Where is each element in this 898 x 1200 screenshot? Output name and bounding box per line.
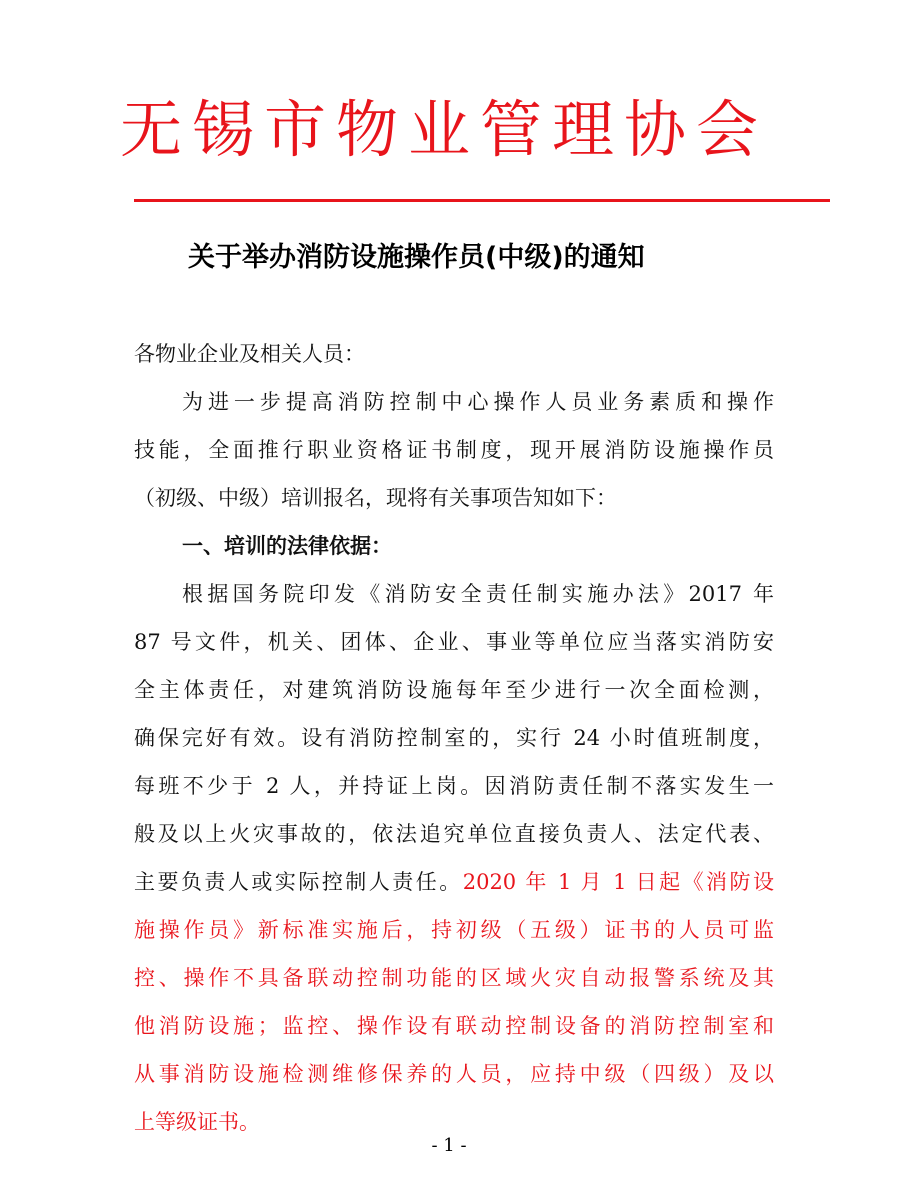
highlighted-line: 施操作员》新标准实施后，持初级（五级）证书的人员可监 bbox=[134, 918, 774, 942]
letterhead-red-rule bbox=[134, 199, 830, 202]
body-line: 根据国务院印发《消防安全责任制实施办法》2017 年 bbox=[182, 582, 774, 606]
highlighted-line: 控、操作不具备联动控制功能的区域火灾自动报警系统及其 bbox=[134, 966, 774, 990]
body-line: 每班不少于 2 人，并持证上岗。因消防责任制不落实发生一 bbox=[134, 774, 774, 798]
mixed-line-black-text: 主要负责人或实际控制人责任。 bbox=[134, 870, 463, 894]
intro-line: （初级、中级）培训报名，现将有关事项告知如下： bbox=[134, 486, 617, 510]
body-line: 全主体责任，对建筑消防设施每年至少进行一次全面检测， bbox=[134, 678, 774, 702]
salutation: 各物业企业及相关人员： bbox=[134, 342, 365, 366]
highlighted-line: 从事消防设施检测维修保养的人员，应持中级（四级）及以 bbox=[134, 1062, 774, 1086]
body-line: 般及以上火灾事故的，依法追究单位直接负责人、法定代表、 bbox=[134, 822, 774, 846]
mixed-color-line bbox=[134, 858, 774, 906]
notice-title: 关于举办消防设施操作员(中级)的通知 bbox=[188, 242, 645, 273]
section-heading: 一、培训的法律依据： bbox=[182, 534, 392, 558]
page-number: - 1 - bbox=[431, 1135, 467, 1156]
intro-line: 为进一步提高消防控制中心操作人员业务素质和操作 bbox=[182, 390, 774, 414]
highlighted-line: 上等级证书。 bbox=[134, 1110, 260, 1134]
highlighted-line: 他消防设施；监控、操作设有联动控制设备的消防控制室和 bbox=[134, 1014, 774, 1038]
body-line: 确保完好有效。设有消防控制室的，实行 24 小时值班制度， bbox=[134, 726, 774, 750]
mixed-line-red-text: 2020 年 1 月 1 日起《消防设 bbox=[462, 870, 775, 894]
organization-letterhead: 无锡市物业管理协会 bbox=[120, 93, 769, 166]
intro-line: 技能，全面推行职业资格证书制度，现开展消防设施操作员 bbox=[134, 438, 774, 462]
body-line: 87 号文件，机关、团体、企业、事业等单位应当落实消防安 bbox=[134, 630, 774, 654]
